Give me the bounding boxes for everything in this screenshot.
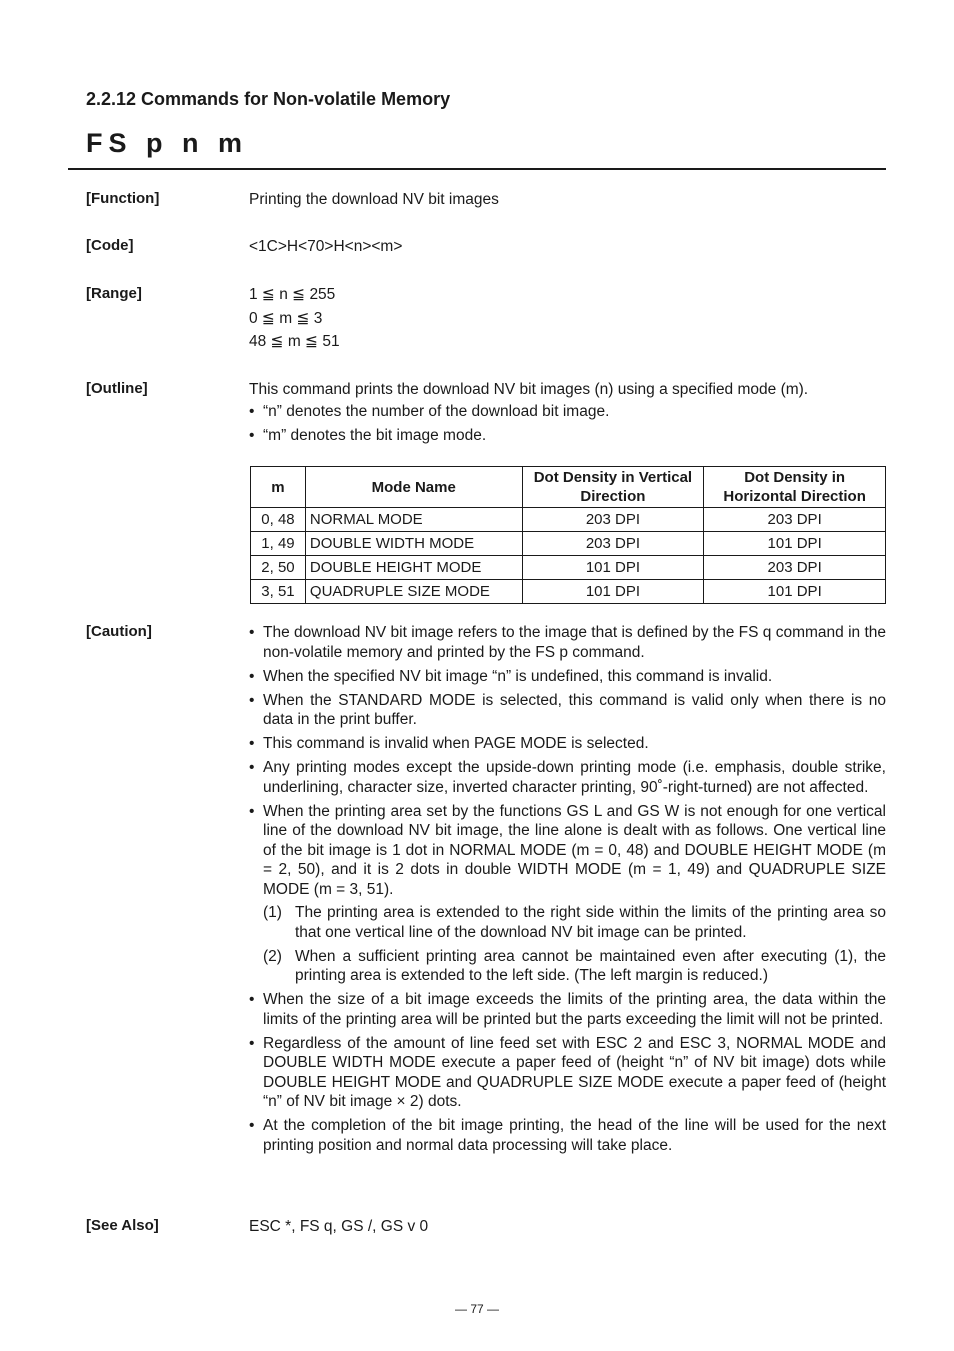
table-header-row	[251, 467, 886, 508]
range-values	[249, 283, 886, 354]
caution-bullet: • When the size of a bit image exceeds the limits of the printing area, the data within the limits of the printing area will be printed but the parts exceeding the limit will not be printed.	[249, 990, 886, 1029]
table-cell: DOUBLE HEIGHT MODE	[305, 556, 522, 580]
section-heading: 2.2.12 Commands for Non-volatile Memory	[86, 89, 451, 109]
function-text	[249, 188, 886, 212]
table-cell: 203 DPI	[522, 508, 704, 532]
caution-bullet: • Any printing modes except the upside-down printing mode (i.e. emphasis, double strike, underlining, character size, inverted character printing, 90˚-right-turned) are not affected.	[249, 758, 886, 797]
table-cell: 2, 50	[251, 556, 306, 580]
table-cell: 3, 51	[251, 580, 306, 604]
table-header-horizontal-density: Dot Density in Horizontal Direction	[704, 467, 886, 508]
table-header-m: m	[251, 467, 306, 508]
caution-sub-item	[263, 903, 886, 942]
table-cell: NORMAL MODE	[305, 508, 522, 532]
mode-table	[250, 466, 886, 604]
outline-label: [Outline]	[86, 380, 148, 397]
caution-bullet-text: When the printing area set by the functions GS L and GS W is not enough for one vertical line of the download NV bit image, the line alone is dealt with as follows. One vertical line of the bit image is 1 dot in NORMAL MODE (m = 0, 48) and DOUBLE HEIGHT MODE (m = 2, 50), and it is 2 dots in double WIDTH MODE (m = 1, 49) and QUADRUPLE SIZE MODE (m = 3, 51).	[263, 802, 886, 898]
caution-bullet-with-subitems	[249, 802, 886, 986]
see-also-value: ESC *, FS q, GS /, GS v 0	[249, 1218, 429, 1235]
table-cell: 101 DPI	[522, 556, 704, 580]
table-cell: 1, 49	[251, 532, 306, 556]
table-cell: 203 DPI	[522, 532, 704, 556]
code-value: <1C>H<70>H<n><m>	[249, 238, 403, 255]
page-number: — 77 —	[454, 1302, 499, 1316]
title-rule	[68, 168, 886, 170]
table-cell: DOUBLE WIDTH MODE	[305, 532, 522, 556]
outline-intro: This command prints the download NV bit images (n) using a specified mode (m).	[249, 381, 809, 398]
caution-sub-item	[263, 947, 886, 986]
outline-content	[249, 378, 886, 450]
code-text	[249, 235, 886, 259]
caution-bullet: • The download NV bit image refers to the image that is defined by the FS q command in the non-volatile memory and printed by the FS p command.	[249, 623, 886, 662]
table-cell: 203 DPI	[704, 508, 886, 532]
table-cell: 0, 48	[251, 508, 306, 532]
see-also-content	[249, 1215, 886, 1239]
command-title: FS p n m	[86, 128, 248, 158]
table-cell: QUADRUPLE SIZE MODE	[305, 580, 522, 604]
caution-bullet: • At the completion of the bit image printing, the head of the line will be used for the next printing position and normal data processing will take place.	[249, 1116, 886, 1155]
caution-sub-list	[263, 903, 886, 986]
sub-item-number: (2)	[263, 947, 282, 965]
table-row	[251, 556, 886, 580]
table-header-mode-name: Mode Name	[305, 467, 522, 508]
outline-bullet: • “m” denotes the bit image mode.	[249, 426, 886, 446]
caution-bullet: • Regardless of the amount of line feed set with ESC 2 and ESC 3, NORMAL MODE and DOUBLE WIDTH MODE execute a paper feed of (height “n” of NV bit image) dots while DOUBLE HEIGHT MODE and QUADRUPLE SIZE MODE execute a paper feed of (height “n” of NV bit image × 2) dots.	[249, 1034, 886, 1112]
caution-content	[249, 623, 886, 1160]
code-label: [Code]	[86, 237, 134, 254]
table-row	[251, 508, 886, 532]
function-value: Printing the download NV bit images	[249, 191, 499, 208]
see-also-label: [See Also]	[86, 1217, 159, 1234]
sub-item-text: When a sufficient printing area cannot be maintained even after executing (1), the printing area is extended to the left side. (The left margin is reduced.)	[295, 947, 886, 984]
caution-bullet: • When the specified NV bit image “n” is undefined, this command is invalid.	[249, 667, 886, 687]
outline-bullet: • “n” denotes the number of the download bit image.	[249, 402, 886, 422]
range-line: 0 ≦ m ≦ 3	[249, 309, 323, 327]
range-line: 1 ≦ n ≦ 255	[249, 286, 336, 303]
caution-bullet: • This command is invalid when PAGE MODE is selected.	[249, 734, 886, 754]
outline-list	[249, 402, 886, 446]
range-label: [Range]	[86, 285, 142, 302]
caution-bullet: • When the STANDARD MODE is selected, this command is valid only when there is no data in the print buffer.	[249, 691, 886, 730]
table-cell: 101 DPI	[522, 580, 704, 604]
range-line: 48 ≦ m ≦ 51	[249, 333, 340, 350]
table-row	[251, 580, 886, 604]
sub-item-text: The printing area is extended to the right side within the limits of the printing area so that one vertical line of the download NV bit image can be printed.	[295, 904, 886, 941]
table-cell: 203 DPI	[704, 556, 886, 580]
table-row	[251, 532, 886, 556]
table-cell: 101 DPI	[704, 532, 886, 556]
caution-label: [Caution]	[86, 623, 152, 640]
function-label: [Function]	[86, 190, 160, 207]
table-header-vertical-density: Dot Density in Vertical Direction	[522, 467, 704, 508]
caution-list	[249, 623, 886, 1155]
sub-item-number: (1)	[263, 904, 282, 921]
table-cell: 101 DPI	[704, 580, 886, 604]
